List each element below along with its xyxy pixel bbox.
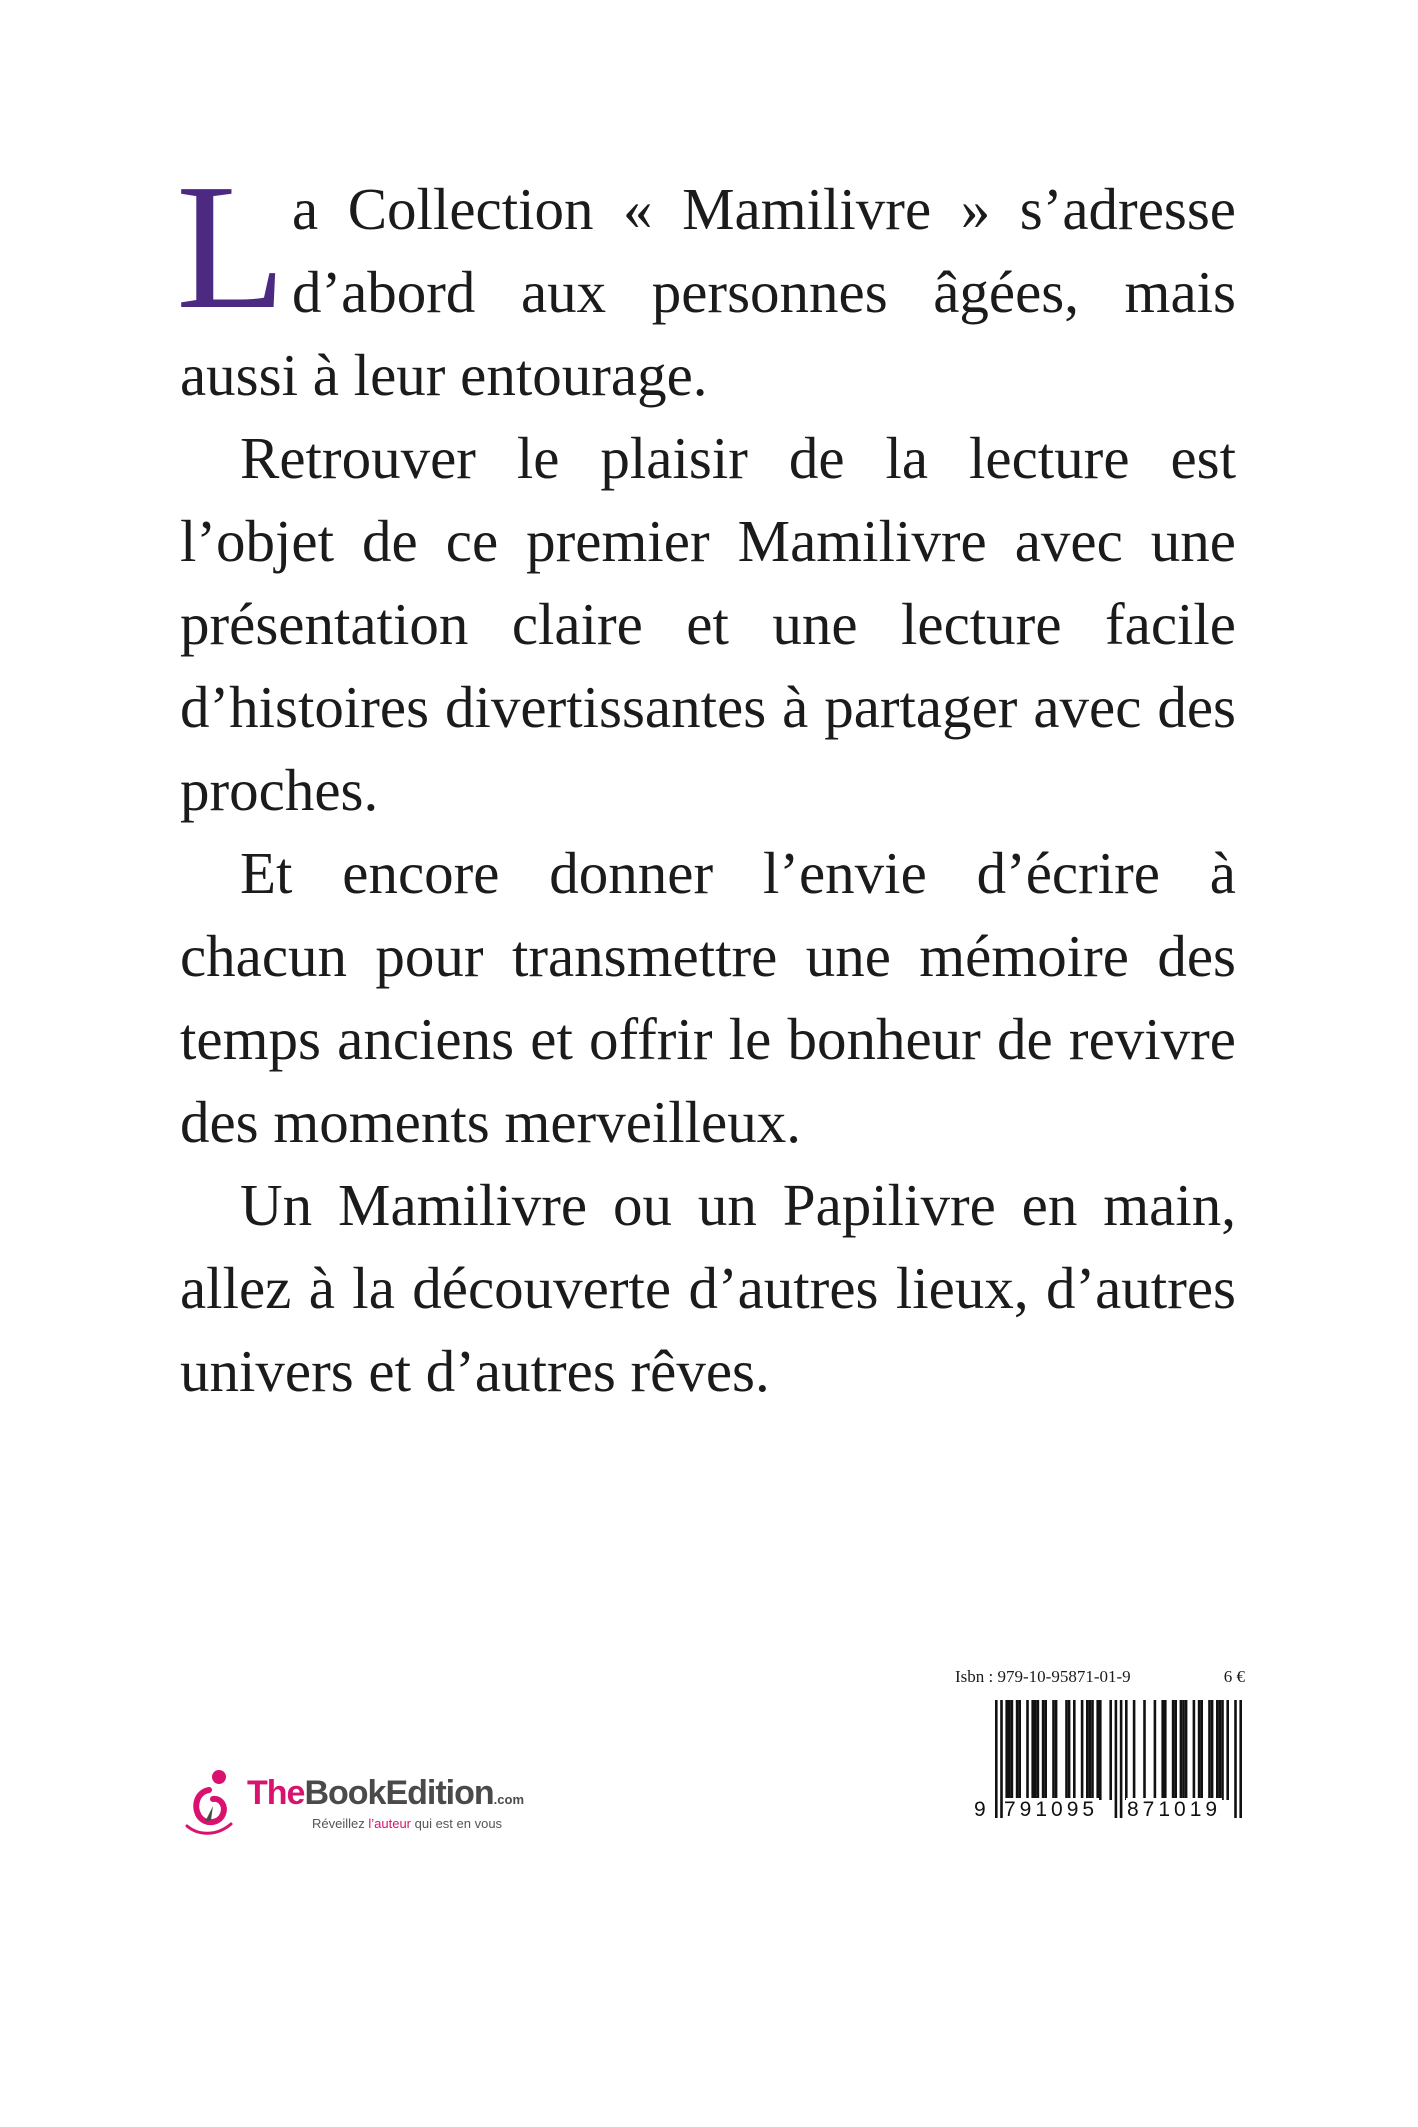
barcode-bar <box>1182 1700 1185 1800</box>
barcode-bar <box>1008 1700 1011 1800</box>
barcode-bar <box>1154 1700 1157 1800</box>
dropcap-letter: L <box>176 147 286 346</box>
barcode-bar <box>1011 1700 1014 1800</box>
barcode-bar <box>1208 1700 1211 1800</box>
barcode-bar <box>1174 1700 1177 1800</box>
barcode-bar <box>1193 1700 1196 1800</box>
tagline-accent: l’auteur <box>368 1816 411 1831</box>
barcode-bar <box>1005 1700 1008 1800</box>
barcode-bar <box>1164 1700 1167 1800</box>
publisher-logo <box>183 1768 603 1848</box>
barcode-bar <box>1031 1700 1034 1800</box>
barcode-bar <box>1037 1700 1040 1800</box>
barcode-bar <box>1125 1700 1128 1800</box>
barcode-bar <box>1180 1700 1183 1800</box>
paragraph-4: Un Mamilivre ou un Papilivre en main, allez à la découverte d’autres lieux, d’autres univers et d’autres rêves. <box>180 1172 1236 1404</box>
barcode-bar <box>1226 1700 1229 1800</box>
barcode-bar <box>1073 1700 1076 1800</box>
publisher-tagline <box>312 1816 502 1831</box>
publisher-name-book: BookEdition <box>304 1774 494 1812</box>
publisher-name-domain: .com <box>493 1792 524 1807</box>
barcode-digits <box>975 1798 1247 1824</box>
barcode-bar <box>1081 1700 1084 1800</box>
barcode-digits-right: 871019 <box>1127 1798 1222 1821</box>
barcode-bar <box>1052 1700 1055 1800</box>
barcode-bar <box>1042 1700 1045 1800</box>
paragraph-1-text: a Collection « Mamilivre » s’adresse d’abord aux personnes âgées, mais aussi à leur entourage. <box>180 176 1236 408</box>
barcode-bar <box>1109 1700 1112 1800</box>
barcode-bar <box>1068 1700 1071 1800</box>
barcode-bar <box>1143 1700 1146 1800</box>
barcode-bar <box>1198 1700 1201 1800</box>
barcode-digit-first: 9 <box>974 1798 986 1821</box>
barcode-bar <box>1211 1700 1214 1800</box>
barcode-bar <box>1200 1700 1203 1800</box>
barcode-bar <box>1018 1700 1021 1800</box>
barcode-bar <box>1016 1700 1019 1800</box>
barcode-bar <box>1089 1700 1092 1800</box>
barcode-bar <box>1086 1700 1089 1800</box>
price-text: 6 € <box>1223 1667 1245 1686</box>
tagline-pre: Réveillez <box>312 1816 369 1831</box>
barcode-bar <box>1221 1700 1224 1800</box>
tagline-post: qui est en vous <box>411 1816 503 1831</box>
isbn-price-line <box>955 1667 1245 1687</box>
barcode-digits-left: 791095 <box>1004 1798 1099 1821</box>
barcode-bar <box>1161 1700 1164 1800</box>
barcode-bar <box>1096 1700 1099 1800</box>
barcode-bar <box>1026 1700 1029 1800</box>
barcode-bar <box>1219 1700 1222 1800</box>
paragraph-3: Et encore donner l’envie d’écrire à chacun pour transmettre une mémoire des temps anciens et offrir le bonheur de revivre des moments merveilleux. <box>180 840 1236 1155</box>
barcode-bar <box>1185 1700 1188 1800</box>
barcode-bar <box>1055 1700 1058 1800</box>
barcode-bar <box>1044 1700 1047 1800</box>
barcode-bar <box>1099 1700 1102 1800</box>
barcode-bar <box>1133 1700 1136 1800</box>
barcode-bar <box>1216 1700 1219 1800</box>
publisher-name <box>247 1774 524 1813</box>
person-pen-logo-icon <box>183 1768 241 1838</box>
barcode-bar <box>1065 1700 1068 1800</box>
isbn-text: Isbn : 979-10-95871-01-9 <box>955 1667 1131 1686</box>
barcode-bar <box>1034 1700 1037 1800</box>
barcode-bar <box>1091 1700 1094 1800</box>
publisher-name-the: The <box>247 1774 305 1812</box>
barcode-bar <box>1172 1700 1175 1800</box>
paragraph-1 <box>176 147 1236 417</box>
paragraph-2: Retrouver le plaisir de la lecture est l’objet de ce premier Mamilivre avec une présentation claire et une lecture facile d’histoires divertissantes à partager avec des proches. <box>180 425 1236 823</box>
cover-description <box>176 147 1236 1413</box>
